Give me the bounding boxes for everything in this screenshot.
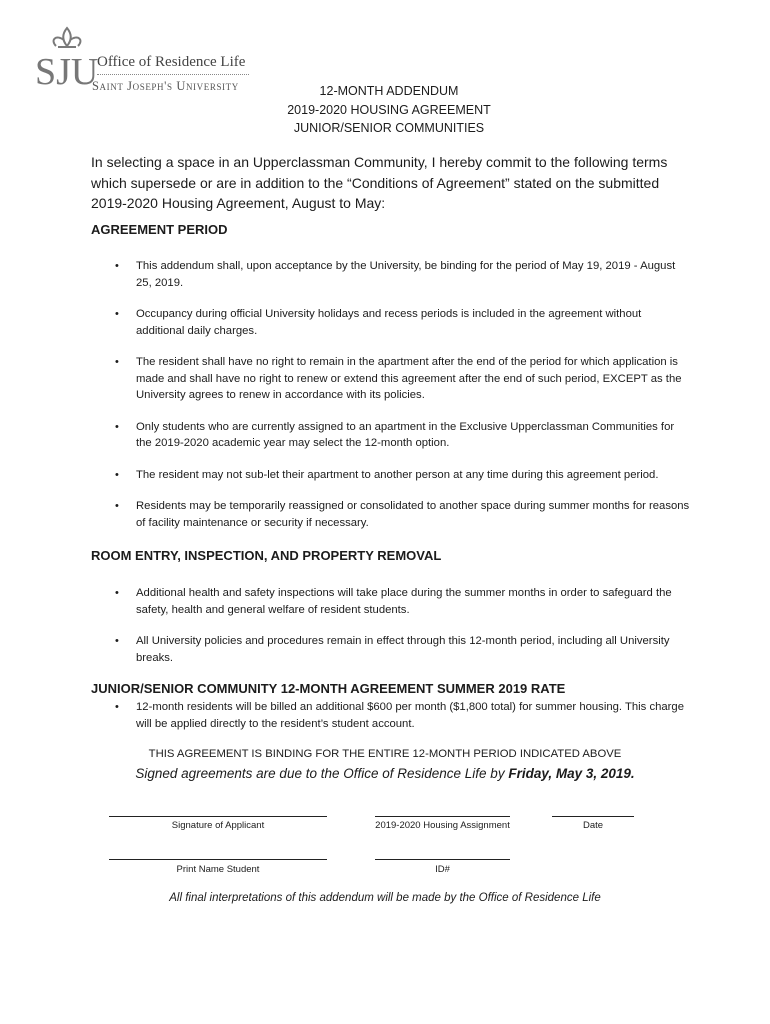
list-item: • Occupancy during official University holidays and recess periods is included in the agreement without additional daily charges.	[115, 308, 642, 337]
bullet-icon: •	[115, 587, 119, 599]
bullet-icon: •	[115, 260, 119, 272]
student-id-line[interactable]	[375, 859, 510, 860]
list-item: • This addendum shall, upon acceptance by the University, be binding for the period of May 19, 2019 - August 25, 2019.	[115, 260, 676, 289]
intro-paragraph: In selecting a space in an Upperclassman Community, I hereby commit to the following terms which supersede or are in addition to the “Conditions of Agreement” stated on the submitted 2019-2020 Housing Agreement, August to May:	[91, 154, 668, 211]
office-name: Office of Residence Life	[97, 54, 246, 70]
applicant-signature-label: Signature of Applicant	[171, 820, 265, 831]
svg-text:SJU: SJU	[35, 51, 99, 93]
list-item: • Additional health and safety inspections will take place during the summer months in order to safeguard the safety, health and general welfare of resident students.	[115, 587, 672, 616]
due-date: Friday, May 3, 2019.	[508, 766, 635, 781]
list-item: • The resident may not sub-let their apartment to another person at any time during this agreement period.	[110, 467, 690, 484]
binding-statement: THIS AGREEMENT IS BINDING FOR THE ENTIRE 12-MONTH PERIOD INDICATED ABOVE	[148, 748, 622, 760]
bullet-icon: •	[115, 635, 119, 647]
summer-rate-list	[110, 699, 690, 747]
list-item: • The resident shall have no right to remain in the apartment after the end of the period for which application is made and shall have no right to renew or extend this agreement after the end of such period, EXCEPT as the University agrees to renew in accordance with its policies.	[115, 356, 682, 401]
bullet-icon: •	[115, 701, 119, 713]
list-item: • 12-month residents will be billed an additional $600 per month ($1,800 total) for summer housing. This charge will be applied directly to the resident’s student account.	[115, 701, 684, 730]
list-item: • All University policies and procedures remain in effect through this 12-month period, including all University breaks.	[115, 635, 670, 664]
list-item: • Residents may be temporarily reassigned or consolidated to another space during summer months for reasons of facility maintenance or security if necessary.	[115, 500, 690, 529]
footer-note: All final interpretations of this addendum will be made by the Office of Residence Life	[169, 892, 601, 904]
sju-logo	[34, 26, 264, 98]
due-statement	[0, 766, 770, 781]
header-line-1: 12-MONTH ADDENDUM	[319, 84, 459, 98]
logo-divider	[97, 74, 249, 75]
list-item: • Only students who are currently assigned to an apartment in the Exclusive Upperclassman Communities for the 2019-2020 academic year may select the 12-month option.	[115, 420, 675, 449]
student-id-label: ID#	[435, 864, 450, 875]
bullet-icon: •	[115, 420, 119, 433]
date-label: Date	[582, 820, 604, 831]
housing-assignment-line[interactable]	[375, 816, 510, 817]
due-prefix: Signed agreements are due to the Office of Residence Life by	[135, 766, 509, 781]
bullet-icon: •	[115, 308, 119, 320]
document-header	[254, 82, 524, 138]
applicant-signature-line[interactable]	[109, 816, 327, 817]
header-line-3: JUNIOR/SENIOR COMMUNITIES	[293, 121, 485, 135]
housing-assignment-label: 2019-2020 Housing Assignment	[375, 820, 510, 831]
bullet-icon: •	[115, 468, 119, 481]
header-line-2: 2019-2020 HOUSING AGREEMENT	[287, 102, 491, 117]
room-entry-list	[110, 585, 690, 681]
print-name-line[interactable]	[109, 859, 327, 860]
bullet-icon: •	[115, 356, 119, 368]
university-name: Saint Joseph's University	[92, 79, 239, 93]
section-heading-room-entry: ROOM ENTRY, INSPECTION, AND PROPERTY REMOVAL	[91, 548, 442, 563]
print-name-label: Print Name Student	[176, 864, 260, 875]
section-heading-summer-rate: JUNIOR/SENIOR COMMUNITY 12-MONTH AGREEMENT SUMMER 2019 RATE	[91, 681, 566, 696]
section-heading-agreement-period: AGREEMENT PERIOD	[91, 222, 228, 237]
date-line[interactable]	[552, 816, 634, 817]
agreement-period-list	[110, 258, 690, 546]
bullet-icon: •	[115, 500, 119, 512]
